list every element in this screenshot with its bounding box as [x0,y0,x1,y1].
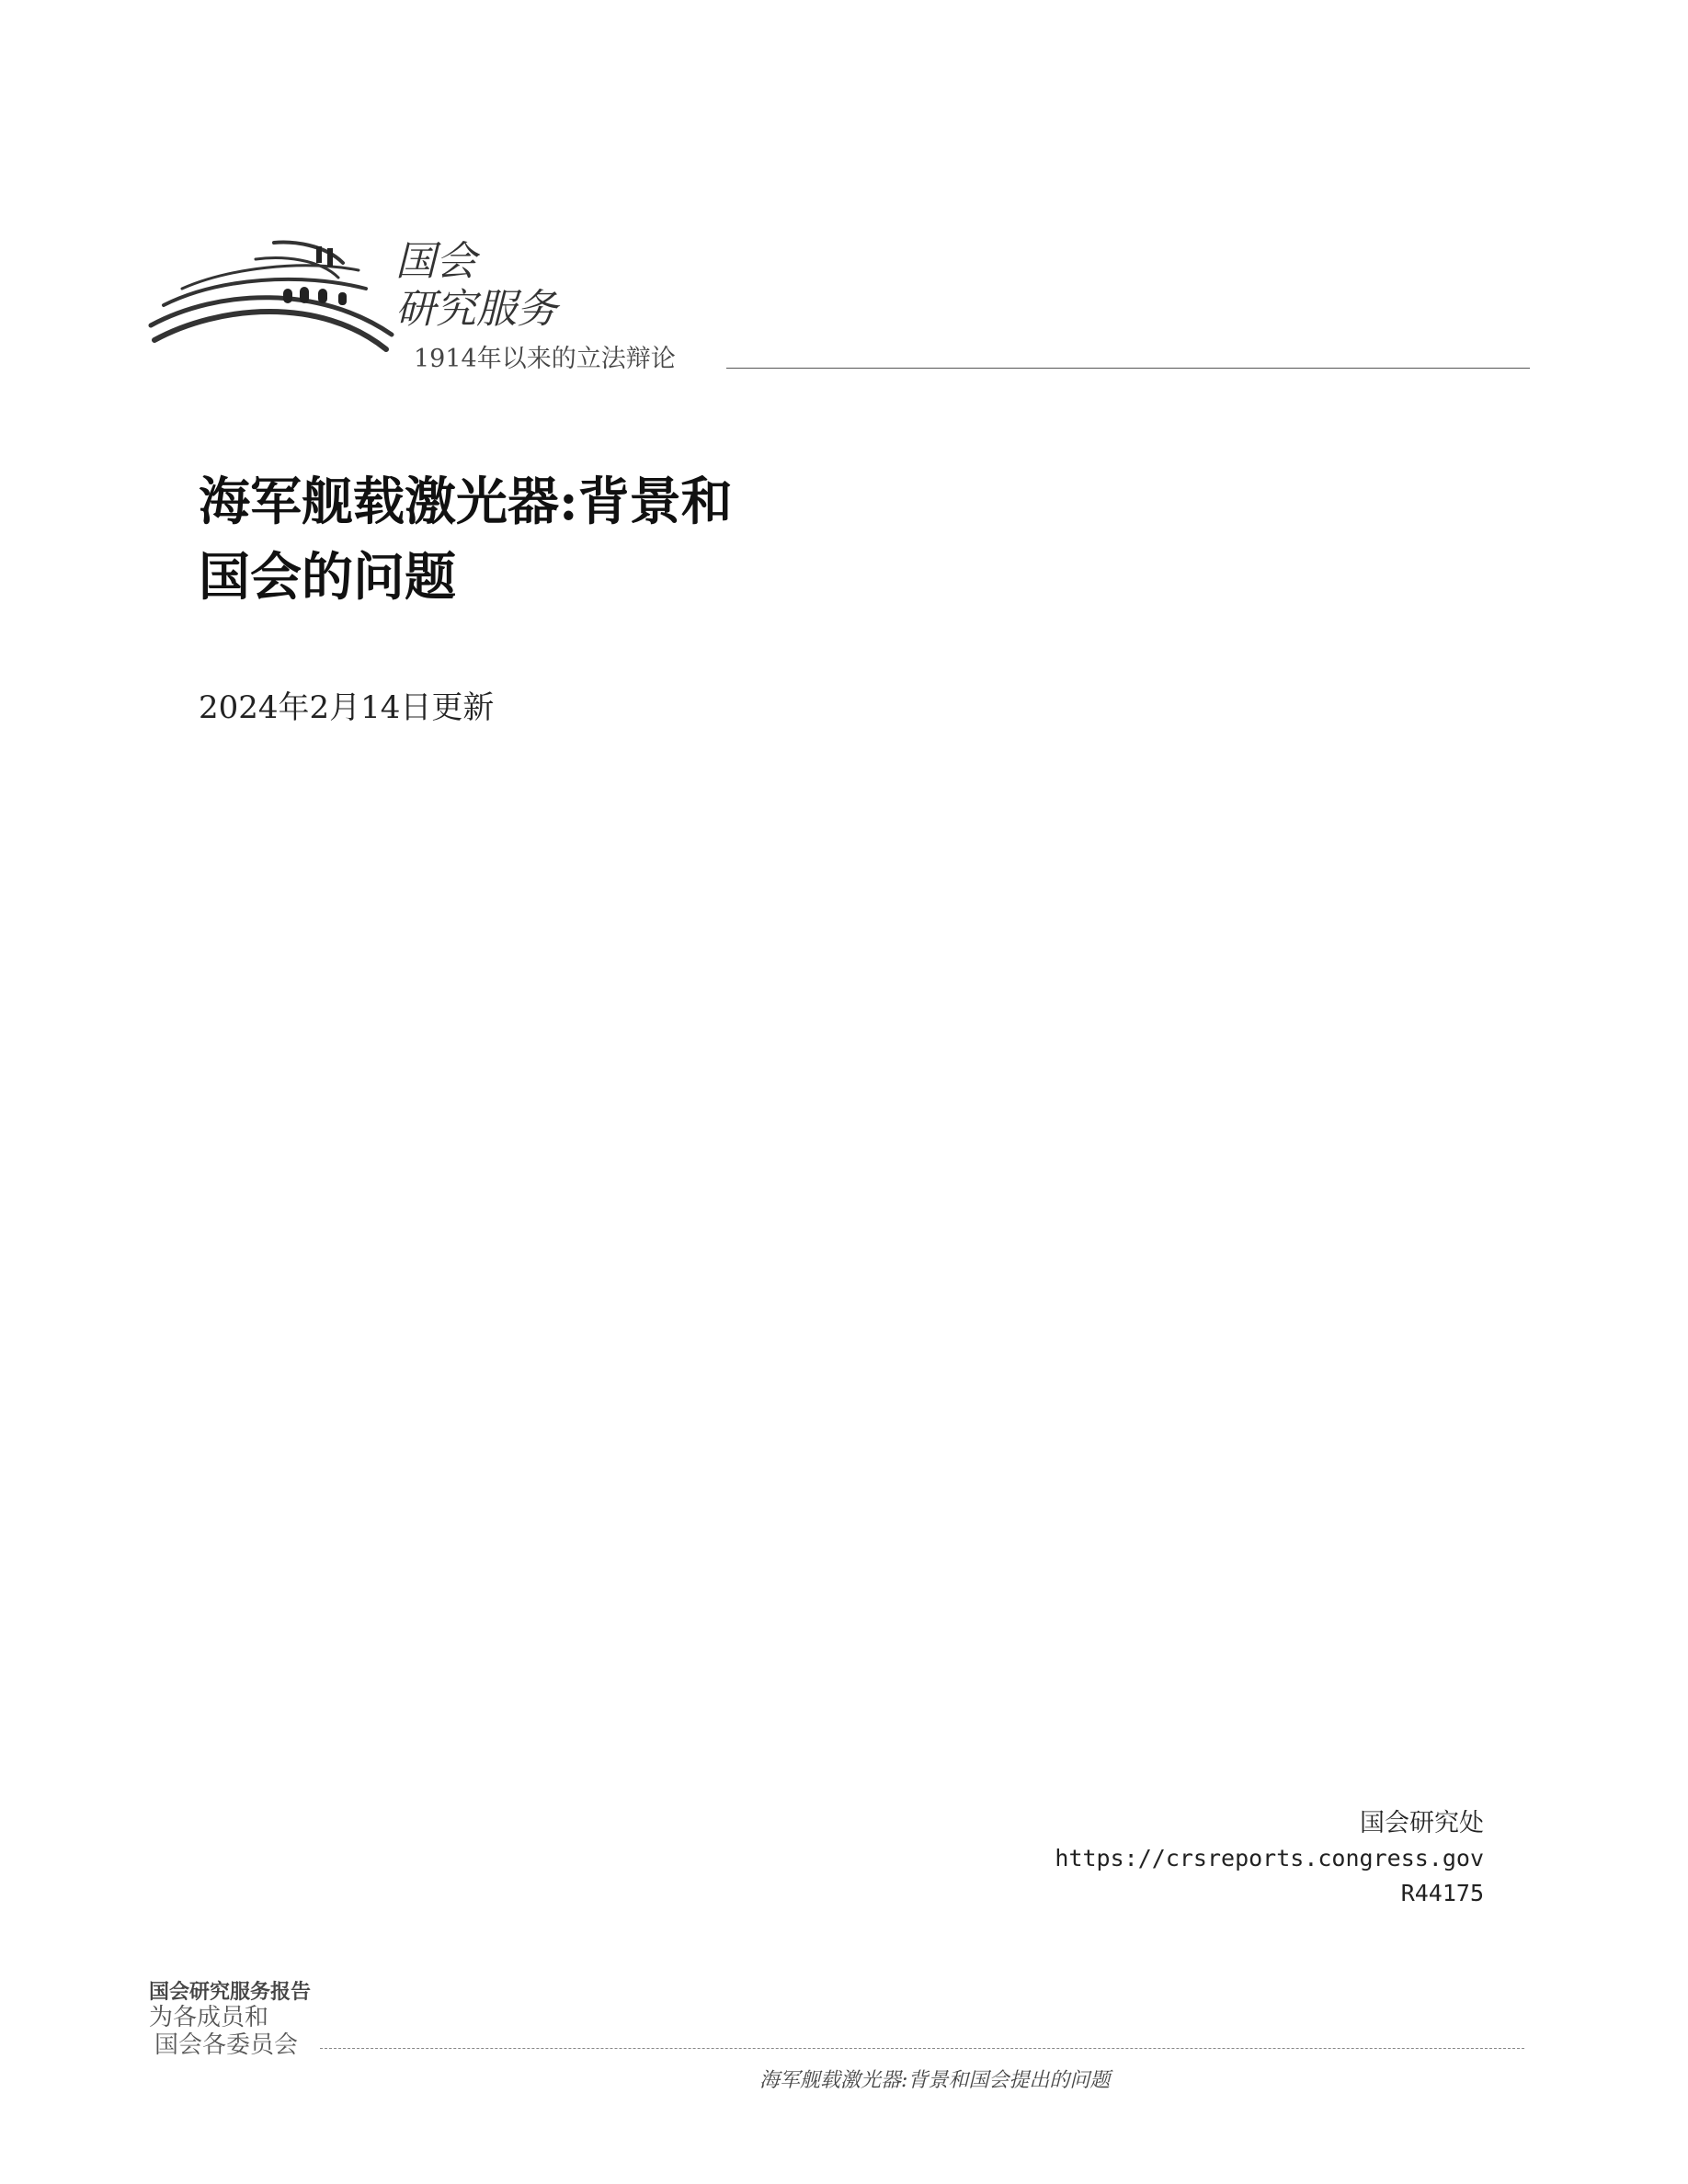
footer-divider [320,2048,1524,2049]
publisher-name: 国会研究处 [1360,1809,1484,1837]
logo-title-congress: 国会 [395,238,476,285]
report-number: R44175 [1400,1880,1484,1906]
footer-audience-line1: 为各成员和 [149,2004,269,2031]
footer-running-title: 海军舰载激光器:背景和国会提出的问题 [759,2069,1111,2092]
logo-title-research-service: 研究服务 [395,286,557,333]
header-divider [726,368,1530,369]
footer-audience-line2: 国会各委员会 [154,2031,299,2059]
publisher-block [1055,1806,1484,1911]
report-title [199,464,1210,615]
update-date: 2024年2月14日更新 [199,689,495,726]
publisher-url-link[interactable]: https://crsreports.congress.gov [1055,1845,1484,1871]
capitol-dome-logo-icon [145,232,412,360]
report-title-line1: 海军舰载激光器:背景和 [199,472,733,532]
report-title-line2: 国会的问题 [199,547,456,608]
logo-tagline: 1914年以来的立法辩论 [414,345,676,373]
footer-label: 国会研究服务报告 [149,1981,312,2004]
